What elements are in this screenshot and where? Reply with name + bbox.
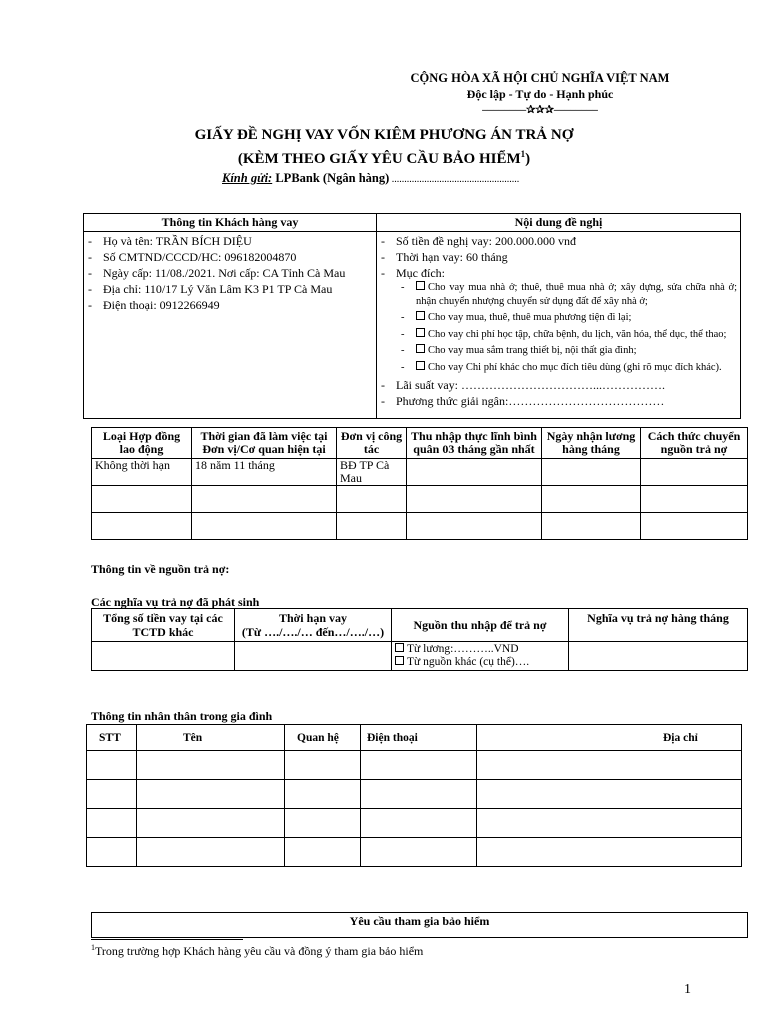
header-decoration: ––––––––✰✰✰–––––––– [482,104,598,116]
checkbox-icon[interactable] [416,328,425,337]
table-row [87,809,742,838]
table-cell[interactable] [641,513,748,540]
table-cell[interactable] [361,838,477,867]
income-option[interactable]: Từ lương:………..VND [395,643,565,656]
obligations-table [91,608,748,671]
table-cell[interactable] [361,780,477,809]
family-header: STT [87,725,137,751]
checkbox-icon[interactable] [416,281,425,290]
page-number: 1 [684,982,691,997]
checkbox-icon[interactable] [416,344,425,353]
table-cell[interactable] [285,809,361,838]
table-cell[interactable] [641,486,748,513]
insurance-header: Yêu cầu tham gia bảo hiểm [92,913,748,938]
employment-header: Thời gian đã làm việc tại Đơn vị/Cơ quan hiện tại [192,428,337,459]
table-cell[interactable] [569,642,748,671]
table-cell[interactable] [407,486,542,513]
customer-id-number: - Số CMTND/CCCD/HC: 096182004870 [87,249,373,265]
obligations-header: Nghĩa vụ trả nợ hàng tháng [569,609,748,642]
table-row [92,486,748,513]
recipient-bank: LPBank (Ngân hàng) [272,171,390,185]
table-cell[interactable] [87,809,137,838]
income-option[interactable]: Từ nguồn khác (cụ thể)…. [395,656,565,669]
purpose-option[interactable]: - Cho vay mua nhà ở; thuê, thuê mua nhà ở; xây dựng, sửa chữa nhà ở; nhận chuyển nhượng chuyển sử dụng đất để xây nhà ở; [400,281,737,308]
loan-amount: - Số tiền đề nghị vay: 200.000.000 vnđ [380,233,737,249]
disbursement-method: - Phương thức giải ngân:………………………………… [380,393,737,409]
employment-table [91,427,748,540]
customer-request-table [83,213,741,419]
obligations-header: Thời hạn vay (Từ …./…./… đến…/…./…) [235,609,392,642]
table-cell[interactable] [361,809,477,838]
customer-info-cell [84,232,377,419]
table-cell[interactable] [92,513,192,540]
table-cell[interactable] [192,486,337,513]
table-cell[interactable] [235,642,392,671]
table-cell[interactable] [87,780,137,809]
table-cell[interactable] [285,780,361,809]
employment-header: Đơn vị công tác [337,428,407,459]
customer-info-header: Thông tin Khách hàng vay [84,214,377,232]
table-cell[interactable] [137,838,285,867]
customer-id-issue: - Ngày cấp: 11/08./2021. Nơi cấp: CA Tỉnh Cà Mau [87,265,373,281]
obligations-title: Các nghĩa vụ trả nợ đã phát sinh [91,595,260,609]
customer-name: - Họ và tên: TRẦN BÍCH DIỆU [87,233,373,249]
recipient-label: Kính gửi: [222,171,273,185]
recipient-line [222,171,519,186]
national-header [310,70,768,118]
employment-header: Ngày nhận lương hàng tháng [542,428,641,459]
employment-header: Loại Hợp đồng lao động [92,428,192,459]
table-cell[interactable] [137,809,285,838]
family-title: Thông tin nhân thân trong gia đình [91,709,273,723]
table-cell[interactable]: 18 năm 11 tháng [192,459,337,486]
table-cell[interactable] [407,513,542,540]
checkbox-icon[interactable] [395,656,404,665]
table-cell[interactable]: BĐ TP Cà Mau [337,459,407,486]
purpose-option[interactable]: - Cho vay mua sắm trang thiết bị, nội thất gia đình; [400,344,737,358]
table-cell[interactable] [337,513,407,540]
table-cell[interactable] [407,459,542,486]
table-cell[interactable] [542,513,641,540]
table-row [87,751,742,780]
nation-name: CỘNG HÒA XÃ HỘI CHỦ NGHĨA VIỆT NAM [410,71,670,85]
table-cell[interactable] [477,780,742,809]
request-content-cell [377,232,741,419]
table-cell[interactable] [137,780,285,809]
obligations-header: Nguồn thu nhập để trả nợ [392,609,569,642]
checkbox-icon[interactable] [416,361,425,370]
table-row [92,459,748,486]
table-row [92,513,748,540]
obligations-header: Tổng số tiền vay tại các TCTD khác [92,609,235,642]
table-cell[interactable] [285,838,361,867]
table-cell[interactable] [137,751,285,780]
checkbox-icon[interactable] [416,311,425,320]
request-content-header: Nội dung đề nghị [377,214,741,232]
purpose-option[interactable]: - Cho vay chi phí học tập, chữa bệnh, du lịch, văn hóa, thể dục, thể thao; [400,328,737,342]
family-header: Địa chỉ [477,725,742,751]
customer-address: - Địa chỉ: 110/17 Lý Văn Lâm K3 P1 TP Cà Mau [87,281,373,297]
table-cell[interactable] [641,459,748,486]
family-header: Quan hệ [285,725,361,751]
family-header: Tên [137,725,285,751]
income-source-cell [392,642,569,671]
purpose-option[interactable]: - Cho vay mua, thuê, thuê mua phương tiện đi lại; [400,311,737,325]
footnote: $^1$Trong trường hợp Khách hàng yêu cầu và đồng ý tham gia bảo hiểm [91,943,424,958]
table-cell[interactable] [542,459,641,486]
document-title: GIẤY ĐỀ NGHỊ VAY VỐN KIÊM PHƯƠNG ÁN TRẢ NỢ [194,127,574,143]
table-cell[interactable] [87,838,137,867]
footnote-separator [91,939,243,940]
table-cell[interactable] [477,809,742,838]
table-cell[interactable] [477,751,742,780]
table-row [92,642,748,671]
table-cell[interactable] [361,751,477,780]
table-cell[interactable] [92,486,192,513]
document-subtitle: (KÈM THEO GIẤY YÊU CẦU BẢO HIỂM$^1$) [237,149,531,167]
employment-header: Thu nhập thực lĩnh bình quân 03 tháng gần nhất [407,428,542,459]
insurance-table [91,912,748,938]
loan-term: - Thời hạn vay: 60 tháng [380,249,737,265]
interest-rate: - Lãi suất vay: ……………………………...……………. [380,377,737,393]
customer-phone: - Điện thoại: 0912266949 [87,297,373,313]
table-cell[interactable]: Không thời hạn [92,459,192,486]
table-cell[interactable] [477,838,742,867]
purpose-option[interactable]: - Cho vay Chi phí khác cho mục đích tiêu dùng (ghi rõ mục đích khác). [400,361,737,375]
family-header: Điện thoại [361,725,477,751]
loan-purpose: - Mục đích: - Cho vay mua nhà ở; thuê, thuê mua nhà ở; xây dựng, sửa chữa nhà ở; nhận chuyển nhượng chuyển sử dụng đất để xây nhà ở; - Cho vay mua, thuê, thuê mua phương tiện đi lại; - Cho vay chi phí học tập, chữa bệnh, du lịch, văn hóa, thể dục, thể thao; - Cho vay mua sắm trang thiết bị, nội thất gia đình; - Cho vay Chi phí khác cho mục đích tiêu dùng (ghi rõ mục đích khác). [380,265,737,374]
checkbox-icon[interactable] [395,643,404,652]
table-cell[interactable] [192,513,337,540]
table-cell[interactable] [542,486,641,513]
table-row [87,780,742,809]
table-cell[interactable] [337,486,407,513]
employment-header: Cách thức chuyển nguồn trả nợ [641,428,748,459]
table-cell[interactable] [92,642,235,671]
family-table [86,724,742,867]
table-cell[interactable] [87,751,137,780]
national-motto: Độc lập - Tự do - Hạnh phúc [466,87,614,101]
recipient-dots: ................................................... [389,174,520,185]
table-cell[interactable] [285,751,361,780]
repayment-source-title: Thông tin về nguồn trả nợ: [91,562,230,576]
table-row [87,838,742,867]
footnote-ref: 1 [520,149,526,159]
